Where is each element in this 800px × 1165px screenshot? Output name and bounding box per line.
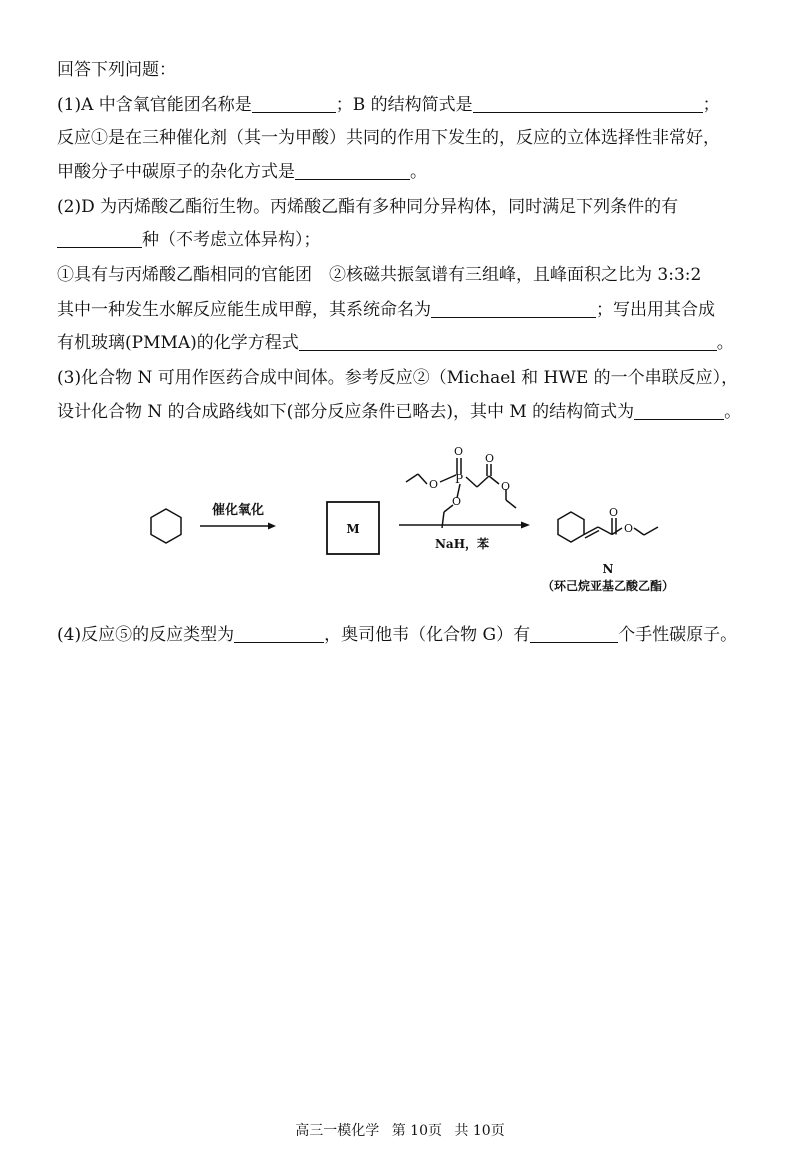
footer-course: 高三一模化学 — [295, 1123, 380, 1139]
q1-answer-blank-c[interactable] — [295, 161, 410, 180]
q4-prompt-b: ，奥司他韦（化合物 G）有 — [324, 625, 531, 645]
question-1-line-3 — [57, 160, 760, 184]
reagent-nah-benzene: NaH，苯 — [434, 537, 490, 551]
question-3-line-1: (3)化合物 N 可用作医药合成中间体。参考反应②（Michael 和 HWE 的一个串联反应）， — [57, 368, 739, 388]
q4-answer-blank-b[interactable] — [530, 624, 618, 643]
question-2-line-2 — [57, 228, 760, 252]
cyclohexane-structure — [151, 509, 181, 543]
product-n-structure — [558, 512, 658, 542]
q3-answer-blank[interactable] — [634, 401, 724, 420]
phosphorus-label: P — [455, 472, 464, 486]
q2-prompt-f: 。 — [716, 333, 734, 353]
question-2-line-3: ①具有与丙烯酸乙酯相同的官能团 ②核磁共振氢谱有三组峰，且峰面积之比为 3:3:2 — [57, 265, 702, 285]
product-carbonyl-oxygen-label: O — [609, 506, 619, 519]
question-3-line-2 — [57, 400, 760, 424]
q2-answer-blank-c[interactable] — [299, 332, 717, 351]
question-4-line-1 — [57, 623, 760, 647]
q1-prompt-c: ； — [702, 95, 720, 115]
q2-prompt-d: ；写出用其合成 — [596, 300, 715, 320]
question-1-line-1 — [57, 93, 760, 117]
q4-prompt-c: 个手性碳原子。 — [618, 625, 738, 645]
question-1-line-2: 反应①是在三种催化剂（其一为甲酸）共同的作用下发生的，反应的立体选择性非常好， — [57, 128, 720, 148]
ester-oxygen-label-3: O — [501, 480, 511, 493]
product-ester-oxygen-label: O — [624, 522, 634, 535]
q2-prompt-b: 种（不考虑立体异构）； — [142, 230, 321, 250]
question-2-line-4 — [57, 298, 760, 322]
q2-prompt-e: 有机玻璃(PMMA)的化学方程式 — [57, 333, 299, 353]
intro-text: 回答下列问题： — [57, 60, 176, 80]
reaction-scheme — [0, 432, 800, 612]
footer-page-number: 第 10页 — [391, 1123, 442, 1139]
q4-answer-blank-a[interactable] — [234, 624, 324, 643]
q4-prompt-a: (4)反应⑤的反应类型为 — [57, 625, 235, 645]
product-n-label: N — [602, 562, 614, 576]
q1-prompt-b: ；B 的结构简式是 — [335, 95, 473, 115]
q2-answer-blank-b[interactable] — [431, 299, 596, 318]
phosphonate-reagent-structure — [406, 458, 516, 528]
q1-prompt-a: (1)A 中含氧官能团名称是 — [57, 95, 252, 115]
reagent-catalytic-oxidation: 催化氧化 — [211, 503, 265, 518]
q2-answer-blank-a[interactable] — [57, 229, 142, 248]
footer-total-pages: 共 10页 — [454, 1123, 505, 1139]
carbonyl-oxygen-label: O — [485, 452, 495, 465]
q1-answer-blank-a[interactable] — [252, 94, 336, 113]
q1-prompt-d: 甲酸分子中碳原子的杂化方式是 — [57, 162, 295, 182]
q1-prompt-e: 。 — [410, 162, 427, 182]
phosphoryl-oxygen-label: O — [454, 445, 464, 458]
q3-prompt-a: 设计化合物 N 的合成路线如下(部分反应条件已略去)，其中 M 的结构简式为 — [57, 402, 635, 422]
question-2-line-1: (2)D 为丙烯酸乙酯衍生物。丙烯酸乙酯有多种同分异构体，同时满足下列条件的有 — [57, 197, 679, 217]
product-n-name: （环己烷亚基乙酸乙酯） — [541, 579, 675, 593]
q2-prompt-c: 其中一种发生水解反应能生成甲醇，其系统命名为 — [57, 300, 431, 320]
reaction-arrow-1-head — [268, 523, 276, 530]
compound-m-label: M — [346, 522, 360, 536]
page-footer — [0, 1120, 800, 1140]
ester-oxygen-label-2: O — [452, 495, 462, 508]
q1-answer-blank-b[interactable] — [473, 94, 703, 113]
ester-oxygen-label-1: O — [429, 478, 439, 491]
question-2-line-5 — [57, 331, 760, 355]
q3-prompt-b: 。 — [724, 402, 742, 422]
reaction-arrow-2-head — [521, 522, 530, 529]
